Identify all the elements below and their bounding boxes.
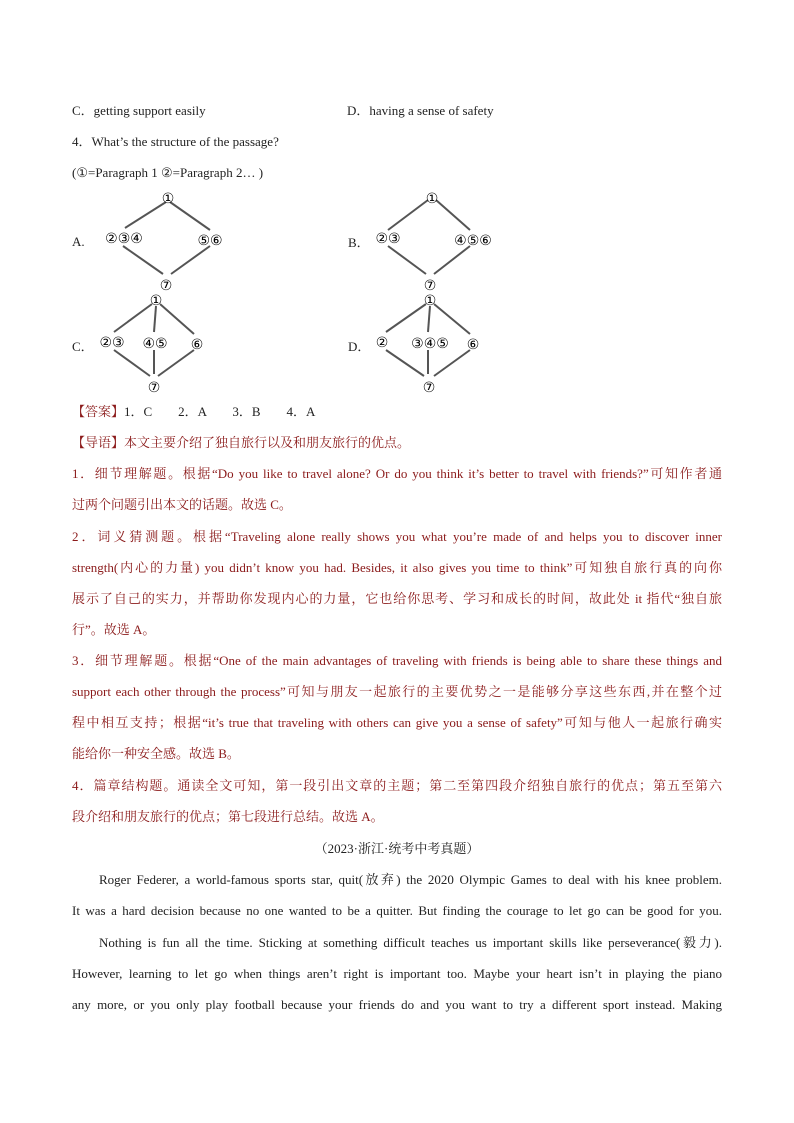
node-left: ②③: [375, 231, 401, 247]
answer-label: 【答案】: [72, 404, 125, 419]
explanation-2-line-1: 2．词义猜测题。根据“Traveling alone really shows you what you’re made of and helps you to discover inner: [72, 529, 722, 544]
explanation-4-line-2: 段介绍和朋友旅行的优点；第七段进行总结。故选 A。: [72, 809, 384, 824]
option-c: C．getting support easily: [72, 103, 206, 118]
passage-line-3: Nothing is fun all the time. Sticking at something difficult teaches us important skills like perseverance(毅力).: [99, 935, 722, 950]
explanation-4-line-1: 4．篇章结构题。通读全文可知，第一段引出文章的主题；第二至第四段介绍独自旅行的优点；第五至第六: [72, 778, 722, 793]
guide-label: 【导语】: [72, 435, 125, 450]
node-bottom: ⑦: [159, 278, 173, 294]
explanation-2-line-2: strength(内心的力量) you didn’t know you had. Besides, it also gives you time to think”可知独自旅行真的向你: [72, 560, 722, 575]
node-right: ⑥: [190, 337, 204, 353]
guide-line: [72, 434, 410, 452]
question-4-hint: (①=Paragraph 1 ②=Paragraph 2… ): [72, 165, 264, 180]
explanation-3-line-4: 能给你一种安全感。故选 B。: [72, 746, 240, 761]
answer-line: [72, 403, 315, 421]
explanation-3-line-1: 3．细节理解题。根据“One of the main advantages of traveling with friends is being able to share these things and: [72, 653, 722, 668]
node-left: ②: [375, 335, 389, 351]
node-left: ②③④: [105, 231, 143, 247]
option-a-label: A.: [72, 234, 85, 249]
guide-text: 本文主要介绍了独自旅行以及和朋友旅行的优点。: [124, 435, 411, 450]
diagram-c: [94, 290, 234, 395]
question-4: 4．What’s the structure of the passage?: [72, 134, 279, 149]
diagram-a: [95, 188, 235, 293]
diagram-d: [370, 290, 510, 395]
node-left: ②③: [99, 335, 125, 351]
explanation-3-line-3: 程中相互支持；根据“it’s true that traveling with others can give you a sense of safety”可知与他人一起旅行确实: [72, 715, 722, 730]
option-d: D．having a sense of safety: [347, 103, 494, 118]
option-c-label: C．: [72, 339, 94, 354]
source-heading: （2023·浙江·统考中考真题）: [314, 841, 480, 856]
node-mid: ③④⑤: [411, 336, 449, 352]
node-right: ④⑤⑥: [454, 233, 492, 249]
passage-line-1: Roger Federer, a world-famous sports star, quit(放弃) the 2020 Olympic Games to deal with his knee problem.: [99, 872, 722, 887]
explanation-3-line-2: support each other through the process”可知与朋友一起旅行的主要优势之一是能够分享这些东西,并在整个过: [72, 684, 722, 699]
node-right: ⑥: [466, 337, 480, 353]
explanation-1-line-2: 过两个问题引出本文的话题。故选 C。: [72, 497, 292, 512]
passage-line-4: However, learning to let go when things aren’t right is important too. Maybe your heart isn’t in playing the piano: [72, 966, 722, 981]
node-top: ①: [161, 191, 175, 207]
option-b-label: B．: [348, 235, 370, 250]
explanation-2-line-3: 展示了自己的实力，并帮助你发现内心的力量，它也给你思考、学习和成长的时间，故此处 it 指代“独自旅: [72, 591, 722, 606]
node-bottom: ⑦: [422, 380, 436, 396]
option-d-label: D．: [348, 339, 371, 354]
diagram-b: [370, 188, 510, 293]
explanation-2-line-4: 行”。故选 A。: [72, 622, 156, 637]
node-top: ①: [425, 191, 439, 207]
node-mid: ④⑤: [142, 336, 168, 352]
passage-line-5: any more, or you only play football because your friends do and you want to try a different sport instead. Making: [72, 997, 722, 1012]
node-top: ①: [423, 293, 437, 309]
node-right: ⑤⑥: [197, 233, 223, 249]
node-bottom: ⑦: [423, 278, 437, 294]
node-top: ①: [149, 293, 163, 309]
node-bottom: ⑦: [147, 380, 161, 396]
passage-line-2: It was a hard decision because no one wanted to be a quitter. But finding the courage to let go can be good for you.: [72, 903, 722, 918]
explanation-1-line-1: 1．细节理解题。根据“Do you like to travel alone? Or do you think it’s better to travel with friends?”可知作者通: [72, 466, 722, 481]
answer-text: 1．C 2．A 3．B 4．A: [124, 404, 316, 419]
